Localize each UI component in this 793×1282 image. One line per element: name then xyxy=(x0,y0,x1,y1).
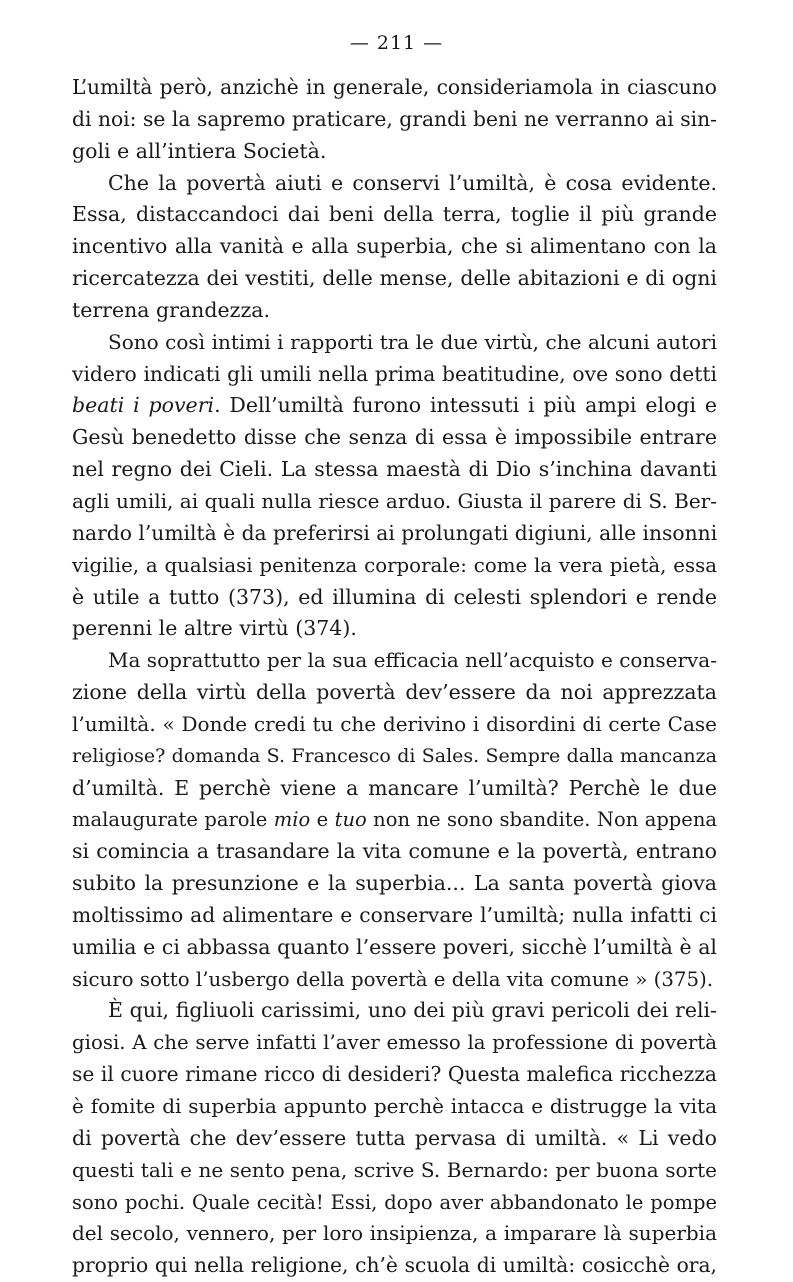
text-line: è fomite di superbia appunto perchè intacca e distrugge la vita xyxy=(72,1094,717,1118)
text-line: L’umiltà però, anzichè in generale, consideriamola in ciascuno xyxy=(72,75,717,99)
text-line: di povertà che dev’essere tutta pervasa di umiltà. « Li vedo xyxy=(72,1125,717,1150)
text-line: l’umiltà. « Donde credi tu che derivino i disordini di certe Case xyxy=(72,711,717,736)
text-line: di noi: se la sapremo praticare, grandi beni ne verranno ai sin- xyxy=(72,106,717,131)
italic-word: tuo xyxy=(334,808,367,832)
text-line: giosi. A che serve infatti l’aver emesso la professione di povertà xyxy=(72,1031,717,1055)
text-line: moltissimo ad alimentare e conservare l’umiltà; nulla infatti ci xyxy=(72,902,717,927)
page-number: — 211 — xyxy=(349,32,444,54)
text-line: sono pochi. Quale cecità! Essi, dopo aver abbandonato le pompe xyxy=(72,1190,717,1214)
text-line: se il cuore rimane ricco di desideri? Questa malefica ricchezza xyxy=(72,1062,717,1087)
text-line: umilia e ci abbassa quanto l’essere poveri, sicchè l’umiltà è al xyxy=(72,934,717,959)
text-line: perenni le altre virtù (374). xyxy=(72,616,357,641)
text-line: incentivo alla vanità e alla superbia, che si alimentano con la xyxy=(72,234,717,259)
text-line: agli umili, ai quali nulla riesce arduo. Giusta il parere di S. Ber- xyxy=(72,488,717,513)
text-line: vigilie, a qualsiasi penitenza corporale: come la vera pietà, essa xyxy=(72,553,717,577)
text-line: del secolo, vennero, per loro insipienza, a imparare là superbia xyxy=(72,1221,717,1246)
text-line: religiose? domanda S. Francesco di Sales. Sempre dalla mancanza xyxy=(72,744,717,767)
text-line: videro indicati gli umili nella prima beatitudine, ove sono detti xyxy=(72,361,717,386)
text-line: nel regno dei Cieli. La stessa maestà di Dio s’inchina davanti xyxy=(72,457,717,482)
text-line: sicuro sotto l’usbergo della povertà e della vita comune » (375). xyxy=(72,967,714,991)
text-line: nardo l’umiltà è da preferirsi ai prolungati digiuni, alle insonni xyxy=(72,520,718,545)
text-line: terrena grandezza. xyxy=(72,297,270,322)
text-line: Ma soprattutto per la sua efficacia nell’acquisto e conserva- xyxy=(108,648,717,673)
text-line: malaugurate parole mio e tuo non ne sono sbandite. Non appena xyxy=(72,808,718,832)
body-text xyxy=(72,72,717,1282)
text-line: È qui, figliuoli carissimi, uno dei più gravi pericoli dei reli- xyxy=(108,998,717,1023)
text-line: beati i poveri. Dell’umiltà furono intessuti i più ampi elogi e xyxy=(72,393,717,418)
text-line: Sono così intimi i rapporti tra le due virtù, che alcuni autori xyxy=(108,329,717,354)
text-line: Gesù benedetto disse che senza di essa è impossibile entrare xyxy=(72,425,717,450)
italic-word: mio xyxy=(273,808,311,832)
text-line: d’umiltà. E perchè viene a mancare l’umiltà? Perchè le due xyxy=(72,775,717,800)
italic-phrase: beati i poveri xyxy=(72,393,215,418)
text-line: proprio qui nella religione, ch’è scuola di umiltà: cosicchè ora, xyxy=(72,1253,717,1278)
text-line: subito la presunzione e la superbia... La santa povertà giova xyxy=(72,871,717,896)
text-line: goli e all’intiera Società. xyxy=(72,138,327,163)
text-line: zione della virtù della povertà dev’essere da noi apprezzata xyxy=(72,680,717,705)
text-line: Che la povertà aiuti e conservi l’umiltà, è cosa evidente. xyxy=(108,170,717,195)
text-line: è utile a tutto (373), ed illumina di celesti splendori e rende xyxy=(72,584,717,609)
text-line: ricercatezza dei vestiti, delle mense, delle abitazioni e di ogni xyxy=(72,266,717,291)
text-line: questi tali e ne sento pena, scrive S. Bernardo: per buona sorte xyxy=(72,1157,717,1182)
text-line: si comincia a trasandare la vita comune e la povertà, entrano xyxy=(72,839,717,864)
text-line: Essa, distaccandoci dai beni della terra, toglie il più grande xyxy=(72,202,717,227)
